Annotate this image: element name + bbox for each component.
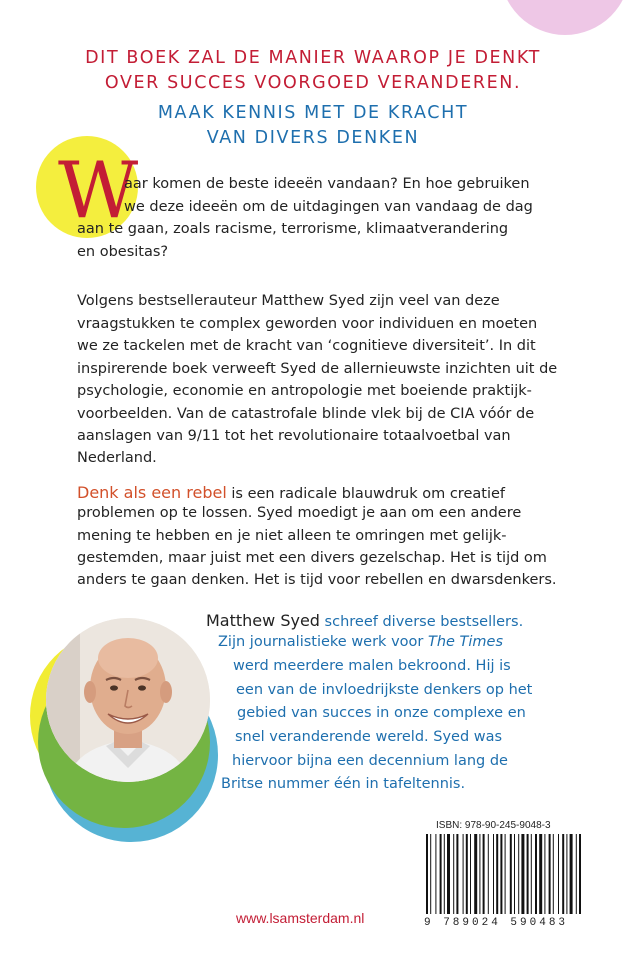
bio-text: schreef diverse bestsellers.: [319, 614, 524, 630]
bio-line: [206, 611, 523, 630]
headline-blue-line-2: VAN DIVERS DENKEN: [206, 128, 420, 148]
bio-line: [218, 634, 503, 650]
barcode-number: 9 789024 590483: [424, 917, 569, 929]
paragraph-line: inspirerende boek verweeft Syed de allernieuwste inzichten uit de: [77, 361, 558, 377]
paragraph-line: Volgens bestsellerauteur Matthew Syed zijn veel van deze: [77, 293, 500, 309]
intro-line: en obesitas?: [77, 244, 169, 260]
bio-line: Britse nummer één in tafeltennis.: [221, 776, 466, 792]
bio-line: werd meerdere malen bekroond. Hij is: [233, 658, 511, 674]
headline-red-line-1: DIT BOEK ZAL DE MANIER WAAROP JE DENKT: [85, 48, 541, 68]
paragraph-line: gestemden, maar juist met een divers gezelschap. Het is tijd om: [77, 550, 547, 566]
paragraph-line: psychologie, economie en antropologie met boeiende praktijk-: [77, 383, 532, 399]
bio-line: gebied van succes in onze complexe en: [237, 705, 526, 721]
intro-line: aan te gaan, zoals racisme, terrorisme, klimaatverandering: [77, 221, 509, 237]
bio-line: hiervoor bijna een decennium lang de: [232, 753, 508, 769]
bio-line: snel veranderende wereld. Syed was: [235, 729, 503, 745]
pink-circle-decoration: [500, 0, 626, 35]
paragraph-text: is een radicale blauwdruk om creatief: [226, 486, 505, 502]
bio-text: Zijn journalistieke werk voor: [218, 634, 428, 650]
paragraph-line: aanslagen van 9/11 tot het revolutionaire totaalvoetbal van: [77, 428, 511, 444]
bio-line: een van de invloedrijkste denkers op het: [236, 682, 533, 698]
author-photo: [46, 618, 210, 782]
paragraph-line: we ze tackelen met de kracht van ‘cognitieve diversiteit’. In dit: [77, 338, 536, 354]
barcode: [422, 834, 590, 930]
author-name: Matthew Syed: [206, 611, 320, 630]
publisher-url: www.lsamsterdam.nl: [236, 910, 365, 926]
intro-line: aar komen de beste ideeën vandaan? En hoe gebruiken: [124, 176, 530, 192]
headline-red-line-2: OVER SUCCES VOORGOED VERANDEREN.: [104, 73, 522, 93]
book-title-inline: Denk als een rebel: [77, 483, 227, 502]
paragraph-line: anders te gaan denken. Het is tijd voor rebellen en dwarsdenkers.: [77, 572, 557, 588]
paragraph-line: mening te hebben en je niet alleen te omringen met gelijk-: [77, 528, 507, 544]
newspaper-title: The Times: [427, 634, 504, 650]
paragraph-line: vraagstukken te complex geworden voor individuen en moeten: [77, 316, 538, 332]
paragraph-line: problemen op te lossen. Syed moedigt je aan om een andere: [77, 505, 522, 521]
paragraph-line: [77, 483, 505, 502]
isbn-label: ISBN: 978-90-245-9048-3: [436, 820, 551, 831]
intro-line: we deze ideeën om de uitdagingen van vandaag de dag: [124, 199, 533, 215]
paragraph-line: voorbeelden. Van de catastrofale blinde vlek bij de CIA vóór de: [77, 406, 535, 422]
author-portrait-illustration: [46, 618, 210, 782]
drop-cap: W: [58, 146, 139, 236]
paragraph-line: Nederland.: [77, 450, 157, 466]
headline-blue-line-1: MAAK KENNIS MET DE KRACHT: [157, 103, 469, 123]
